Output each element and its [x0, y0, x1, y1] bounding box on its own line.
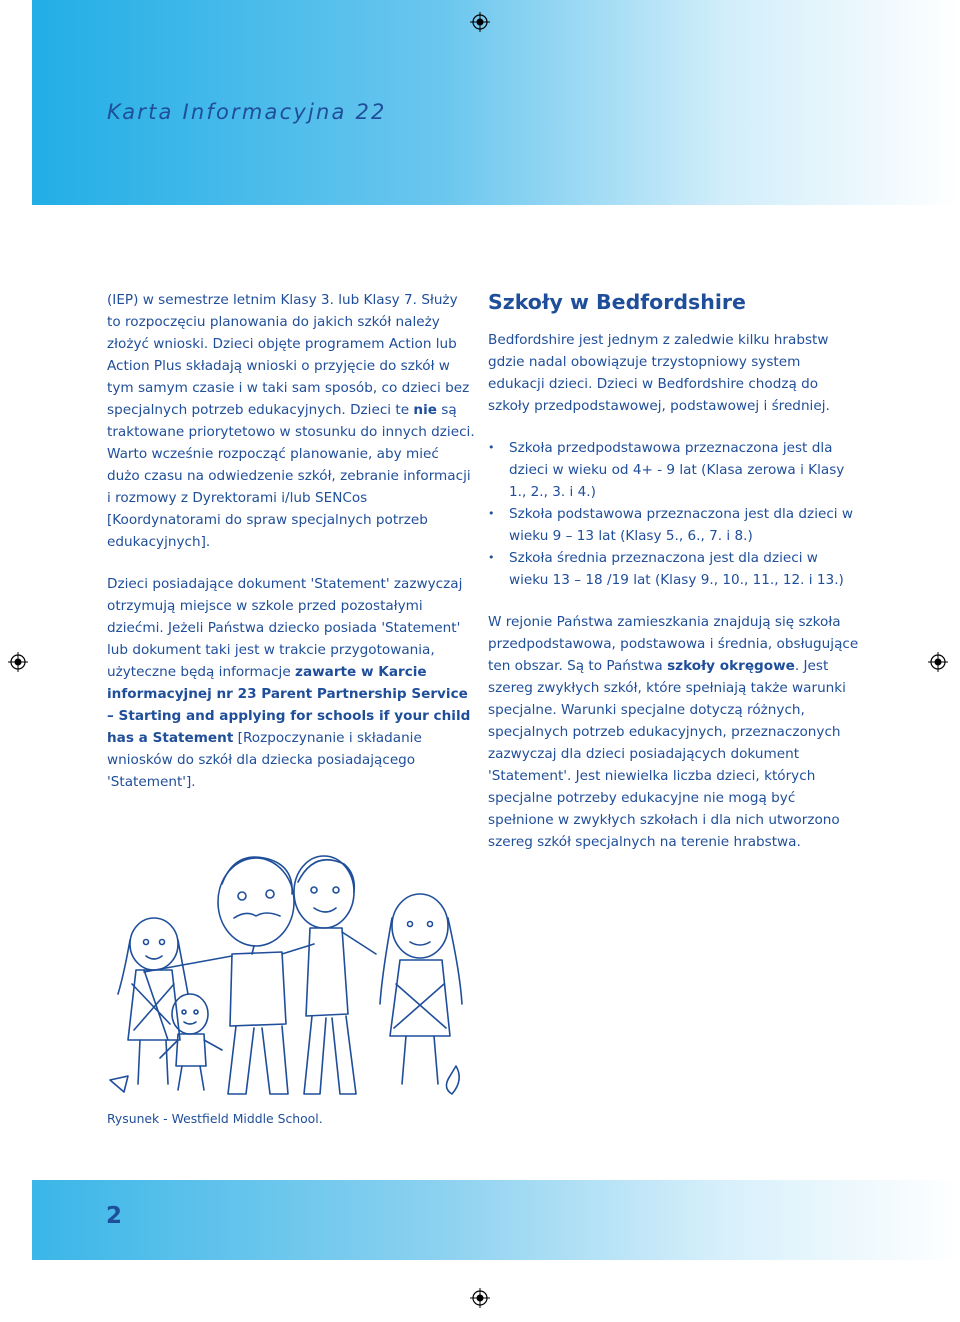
right-column	[488, 289, 860, 853]
section-heading: Szkoły w Bedfordshire	[488, 290, 746, 314]
text-run: . Jest szereg zwykłych szkół, które spełniają także warunki specjalne. Warunki specjalne dotyczą różnych, specjalnych potrzeb edukacyjnych, przeznaczonych zazwyczaj dla dzieci posiadających dokument 'Statement'. Jest niewielka liczba dzieci, których specjalne potrzeby edukacyjne nie mogą być spełnione w zwykłych szkołach i dla nich utworzono szereg szkół specjalnych na terenie hrabstwa.	[488, 658, 846, 850]
list-item: • Szkoła przedpodstawowa przeznaczona jest dla dzieci w wieku od 4+ - 9 lat (Klasa zerowa i Klasy 1., 2., 3. i 4.)	[488, 437, 860, 503]
reference-title: zawarte w Karcie informacyjnej nr 23 Parent Partnership Service – Starting and applying for schools if your child has a Statement	[107, 664, 471, 746]
page-number: 2	[106, 1203, 123, 1229]
registration-mark-icon	[470, 12, 490, 32]
left-paragraph-1	[107, 289, 475, 553]
text-run: są traktowane priorytetowo w stosunku do innych dzieci. Warto wcześnie rozpocząć planowanie, aby mieć dużo czasu na odwiedzenie szkół, zebranie informacji i rozmowy z Dyrektorami i/lub SENCos [Koordynatorami do spraw specjalnych potrzeb edukacyjnych].	[107, 402, 475, 550]
school-list	[488, 437, 860, 591]
page-title: Karta Informacyjna 22	[107, 100, 387, 124]
left-column	[107, 289, 475, 793]
text-run: W rejonie Państwa zamieszkania znajdują się szkoła przedpodstawowa, podstawowa i średnia, obsługujące ten obszar. Są to Państwa	[488, 614, 859, 674]
text-run: (IEP) w semestrze letnim Klasy 3. lub Klasy 7. Służy to rozpoczęciu planowania do jakich szkół należy złożyć wnioski. Dzieci objęte programem Action lub Action Plus składają wnioski o przyjęcie do szkół w tym samym czasie i w taki sam sposób, co dzieci bez specjalnych potrzeb edukacyjnych. Dzieci te	[107, 292, 470, 418]
footer-band	[32, 1180, 960, 1260]
list-item: • Szkoła średnia przeznaczona jest dla dzieci w wieku 13 – 18 /19 lat (Klasy 9., 10., 11., 12. i 13.)	[488, 547, 860, 591]
emphasis-text: nie	[413, 402, 437, 418]
figure-caption: Rysunek - Westfield Middle School.	[107, 1111, 323, 1126]
registration-mark-icon	[8, 652, 28, 672]
text-run: [Rozpoczynanie i składanie wniosków do szkół dla dziecka posiadającego 'Statement'].	[107, 730, 422, 790]
text-run: Dzieci posiadające dokument 'Statement' zazwyczaj otrzymują miejsce w szkole przed pozostałymi dziećmi. Jeżeli Państwa dziecko posiada 'Statement' lub dokument taki jest w trakcie przygotowania, użyteczne będą informacje	[107, 576, 463, 680]
emphasis-text: szkoły okręgowe	[667, 658, 795, 674]
registration-mark-icon	[470, 1288, 490, 1308]
registration-mark-icon	[928, 652, 948, 672]
intro-paragraph: Bedfordshire jest jednym z zaledwie kilku hrabstw gdzie nadal obowiązuje trzystopniowy system edukacji dzieci. Dzieci w Bedfordshire chodzą do szkoły przedpodstawowej, podstawowej i średniej.	[488, 332, 830, 414]
right-paragraph	[488, 611, 860, 853]
list-item: • Szkoła podstawowa przeznaczona jest dla dzieci w wieku 9 – 13 lat (Klasy 5., 6., 7. i 8.)	[488, 503, 860, 547]
family-drawing	[104, 844, 474, 1106]
left-paragraph-2	[107, 573, 475, 793]
